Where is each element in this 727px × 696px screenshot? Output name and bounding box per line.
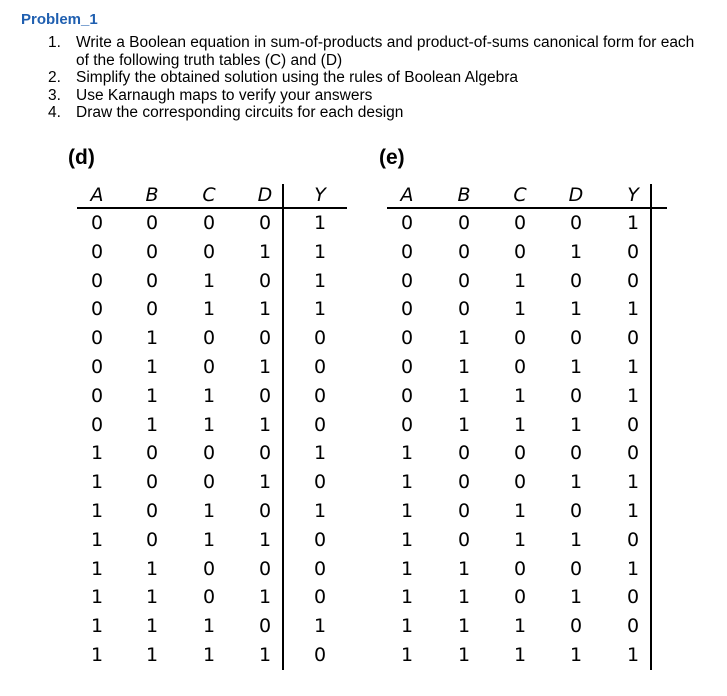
header-y: Y <box>627 184 639 206</box>
cell-c: 0 <box>202 442 216 465</box>
header-y: Y <box>314 184 326 206</box>
cell-d: 1 <box>569 528 583 551</box>
cell-d: 0 <box>258 442 272 465</box>
cell-a: 1 <box>400 442 414 465</box>
cell-b: 1 <box>457 615 471 638</box>
cell-c: 0 <box>202 212 216 234</box>
instruction-text: Write a Boolean equation in sum-of-products and product-of-sums canonical form for each of the following truth tables (C) and (D) <box>76 34 695 69</box>
cell-c: 1 <box>513 500 527 522</box>
cell-b: 1 <box>457 413 471 436</box>
cell-d: 0 <box>569 269 583 292</box>
cell-y: 1 <box>313 442 327 465</box>
cell-b: 0 <box>145 240 159 263</box>
instruction-text: Draw the corresponding circuits for each design <box>76 104 404 121</box>
cell-a: 0 <box>90 212 104 234</box>
cell-b: 0 <box>457 528 471 551</box>
cell-d: 1 <box>258 413 272 436</box>
cell-c: 0 <box>202 557 216 580</box>
instruction-text: Use Karnaugh maps to verify your answers <box>76 86 373 104</box>
cell-y: 1 <box>626 644 640 666</box>
cell-b: 0 <box>145 442 159 465</box>
cell-a: 0 <box>400 327 414 350</box>
cell-d: 1 <box>258 528 272 551</box>
cell-c: 1 <box>513 528 527 551</box>
cell-c: 0 <box>202 240 216 263</box>
problem-title: Problem_1 <box>21 11 98 28</box>
cell-a: 1 <box>90 500 104 522</box>
cell-y: 0 <box>626 586 640 609</box>
cell-b: 1 <box>457 327 471 350</box>
cell-a: 0 <box>400 356 414 378</box>
cell-a: 0 <box>90 413 104 436</box>
cell-a: 1 <box>400 615 414 638</box>
cell-d: 0 <box>258 557 272 580</box>
cell-d: 1 <box>258 644 272 666</box>
cell-y: 0 <box>313 644 327 666</box>
header-rule <box>77 207 347 209</box>
cell-y: 0 <box>313 557 327 580</box>
cell-a: 0 <box>90 327 104 350</box>
cell-y: 1 <box>313 615 327 638</box>
cell-b: 1 <box>145 384 159 407</box>
cell-b: 0 <box>145 212 159 234</box>
cell-d: 0 <box>569 212 583 234</box>
table-label-e: (e) <box>379 146 405 169</box>
cell-b: 1 <box>145 413 159 436</box>
cell-a: 1 <box>90 615 104 638</box>
instruction-text: Simplify the obtained solution using the rules of Boolean Algebra <box>76 69 519 86</box>
cell-c: 0 <box>513 557 527 580</box>
cell-y: 0 <box>626 269 640 292</box>
cell-a: 0 <box>90 269 104 292</box>
cell-a: 1 <box>400 644 414 666</box>
cell-d: 0 <box>569 384 583 407</box>
cell-c: 1 <box>513 269 527 292</box>
cell-c: 0 <box>513 471 527 494</box>
cell-c: 1 <box>202 528 216 551</box>
cell-d: 0 <box>258 269 272 292</box>
cell-y: 1 <box>626 557 640 580</box>
cell-c: 0 <box>513 442 527 465</box>
cell-c: 0 <box>513 356 527 378</box>
cell-d: 0 <box>258 500 272 522</box>
cell-b: 0 <box>457 240 471 263</box>
cell-b: 0 <box>457 269 471 292</box>
cell-c: 1 <box>202 384 216 407</box>
cell-c: 1 <box>202 269 216 292</box>
cell-c: 0 <box>513 212 527 234</box>
header-c: C <box>202 184 216 206</box>
cell-c: 1 <box>202 615 216 638</box>
cell-y: 0 <box>313 528 327 551</box>
cell-b: 0 <box>145 269 159 292</box>
instruction-item <box>48 104 708 122</box>
header-a: A <box>90 184 104 206</box>
header-d: D <box>257 184 273 206</box>
cell-d: 1 <box>569 356 583 378</box>
cell-a: 0 <box>400 212 414 234</box>
cell-y: 1 <box>313 269 327 292</box>
cell-b: 0 <box>457 471 471 494</box>
cell-d: 0 <box>258 212 272 234</box>
cell-y: 1 <box>626 384 640 407</box>
cell-c: 0 <box>202 471 216 494</box>
cell-d: 0 <box>569 500 583 522</box>
cell-y: 1 <box>626 298 640 321</box>
cell-c: 1 <box>513 384 527 407</box>
cell-y: 0 <box>313 384 327 407</box>
cell-b: 1 <box>145 327 159 350</box>
cell-d: 1 <box>258 356 272 378</box>
cell-c: 1 <box>513 413 527 436</box>
cell-y: 1 <box>626 471 640 494</box>
cell-a: 0 <box>400 298 414 321</box>
header-c: C <box>513 184 527 206</box>
cell-b: 0 <box>145 500 159 522</box>
cell-y: 0 <box>626 413 640 436</box>
instruction-item <box>48 69 708 87</box>
cell-y: 0 <box>626 528 640 551</box>
cell-y: 0 <box>626 615 640 638</box>
cell-d: 0 <box>258 615 272 638</box>
cell-y: 1 <box>626 500 640 522</box>
cell-c: 0 <box>513 586 527 609</box>
cell-b: 0 <box>457 500 471 522</box>
instructions-list <box>48 34 708 122</box>
cell-b: 0 <box>457 442 471 465</box>
cell-d: 0 <box>569 557 583 580</box>
cell-b: 1 <box>145 615 159 638</box>
cell-a: 0 <box>400 384 414 407</box>
header-d: D <box>568 184 584 206</box>
cell-c: 0 <box>513 327 527 350</box>
cell-a: 1 <box>400 586 414 609</box>
cell-a: 1 <box>400 471 414 494</box>
instruction-number: 4. <box>48 104 61 121</box>
cell-d: 1 <box>258 240 272 263</box>
cell-y: 1 <box>313 500 327 522</box>
cell-a: 1 <box>90 528 104 551</box>
cell-a: 1 <box>90 586 104 609</box>
cell-b: 0 <box>145 298 159 321</box>
cell-y: 1 <box>313 298 327 321</box>
cell-a: 1 <box>90 442 104 465</box>
cell-y: 1 <box>626 212 640 234</box>
cell-b: 1 <box>145 586 159 609</box>
cell-b: 1 <box>457 586 471 609</box>
cell-c: 1 <box>202 413 216 436</box>
cell-d: 0 <box>569 442 583 465</box>
cell-y: 0 <box>626 442 640 465</box>
header-b: B <box>457 184 471 206</box>
cell-b: 1 <box>457 557 471 580</box>
table-label-d: (d) <box>68 146 95 169</box>
cell-d: 0 <box>258 327 272 350</box>
cell-b: 1 <box>457 356 471 378</box>
cell-c: 0 <box>202 327 216 350</box>
cell-d: 1 <box>258 471 272 494</box>
cell-a: 1 <box>400 557 414 580</box>
cell-d: 1 <box>569 413 583 436</box>
cell-y: 1 <box>313 240 327 263</box>
cell-d: 0 <box>258 384 272 407</box>
cell-b: 1 <box>457 644 471 666</box>
header-a: A <box>400 184 414 206</box>
cell-b: 0 <box>457 212 471 234</box>
cell-y: 0 <box>626 240 640 263</box>
cell-a: 0 <box>90 298 104 321</box>
cell-a: 0 <box>90 384 104 407</box>
header-rule <box>387 207 667 209</box>
cell-d: 1 <box>569 586 583 609</box>
cell-y: 0 <box>313 586 327 609</box>
cell-y: 0 <box>313 471 327 494</box>
cell-a: 0 <box>90 356 104 378</box>
cell-a: 0 <box>400 240 414 263</box>
truth-table-d <box>77 184 347 670</box>
cell-b: 0 <box>145 528 159 551</box>
cell-c: 1 <box>513 644 527 666</box>
instruction-item <box>48 34 708 69</box>
cell-a: 1 <box>90 471 104 494</box>
cell-b: 0 <box>145 471 159 494</box>
cell-a: 1 <box>400 500 414 522</box>
cell-d: 0 <box>569 327 583 350</box>
cell-b: 1 <box>145 557 159 580</box>
instruction-number: 2. <box>48 69 61 86</box>
cell-d: 0 <box>569 615 583 638</box>
cell-b: 0 <box>457 298 471 321</box>
cell-c: 1 <box>202 500 216 522</box>
cell-a: 1 <box>400 528 414 551</box>
cell-d: 1 <box>569 471 583 494</box>
cell-c: 0 <box>202 586 216 609</box>
cell-a: 0 <box>400 269 414 292</box>
cell-y: 0 <box>626 327 640 350</box>
cell-b: 1 <box>457 384 471 407</box>
cell-a: 1 <box>90 644 104 666</box>
cell-c: 1 <box>202 644 216 666</box>
cell-d: 1 <box>569 644 583 666</box>
cell-d: 1 <box>569 240 583 263</box>
cell-d: 1 <box>258 298 272 321</box>
instruction-number: 3. <box>48 86 61 104</box>
cell-c: 0 <box>513 240 527 263</box>
cell-y: 1 <box>626 356 640 378</box>
cell-c: 1 <box>513 298 527 321</box>
cell-c: 1 <box>513 615 527 638</box>
cell-b: 1 <box>145 644 159 666</box>
header-b: B <box>145 184 159 206</box>
truth-table-e <box>387 184 667 670</box>
instruction-item <box>48 87 708 105</box>
cell-d: 1 <box>258 586 272 609</box>
cell-a: 0 <box>400 413 414 436</box>
cell-y: 1 <box>313 212 327 234</box>
cell-c: 1 <box>202 298 216 321</box>
cell-d: 1 <box>569 298 583 321</box>
cell-y: 0 <box>313 327 327 350</box>
cell-a: 1 <box>90 557 104 580</box>
cell-a: 0 <box>90 240 104 263</box>
instruction-number: 1. <box>48 34 61 51</box>
cell-c: 0 <box>202 356 216 378</box>
cell-y: 0 <box>313 413 327 436</box>
cell-b: 1 <box>145 356 159 378</box>
cell-y: 0 <box>313 356 327 378</box>
